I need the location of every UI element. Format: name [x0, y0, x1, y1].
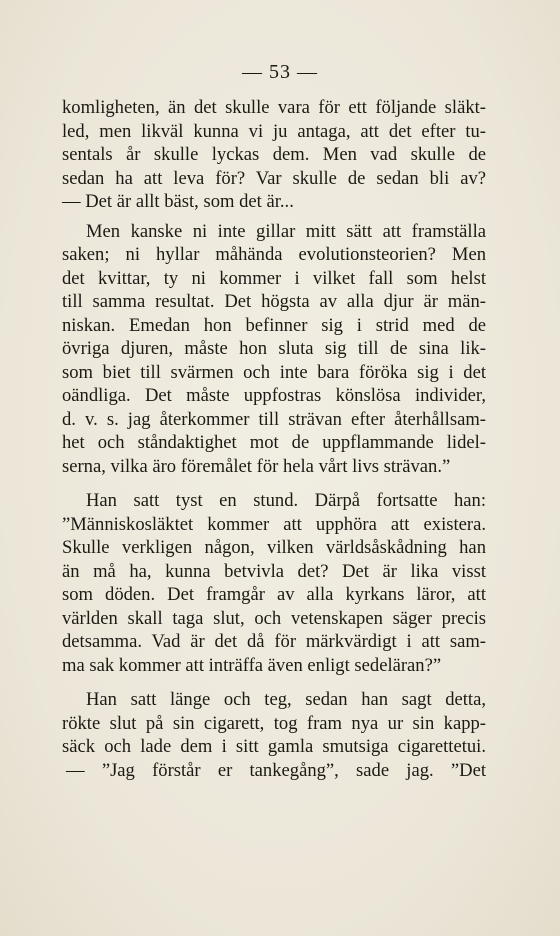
paragraph-2: [62, 220, 486, 479]
text-line: till samma resultat. Det högsta av alla djur är män-: [62, 291, 486, 312]
text-line: ma sak kommer att inträffa även enligt sedeläran?”: [62, 654, 442, 676]
paragraph-3: [62, 489, 486, 677]
text-line: som biet till svärmen och inte bara föröka sig i det: [62, 361, 486, 383]
page-number: — 53 —: [242, 61, 318, 83]
text-line: än må ha, kunna betvivla det? Det är lika visst: [62, 560, 486, 582]
text-line: sentals år skulle lyckas dem. Men vad skulle de: [62, 144, 486, 165]
text-line: säck och lade dem i sitt gamla smutsiga cigarettetui.: [62, 736, 486, 757]
text-line: världen skall taga slut, och vetenskapen säger precis: [62, 607, 486, 629]
text-line: led, men likväl kunna vi ju antaga, att det efter tu-: [62, 120, 486, 142]
text-line: det kvittar, ty ni kommer i vilket fall som helst: [62, 267, 486, 289]
text-line: detsamma. Vad är det då för märkvärdigt i att sam-: [62, 631, 486, 652]
text-line: Han satt länge och teg, sedan han sagt detta,: [86, 689, 486, 710]
text-line: oändliga. Det måste uppfostras könslösa individer,: [62, 385, 486, 406]
text-line: niskan. Emedan hon befinner sig i strid med de: [62, 314, 486, 336]
text-line: rökte slut på sin cigarett, tog fram nya ur sin kapp-: [62, 712, 486, 734]
text-line: — Det är allt bäst, som det är...: [62, 191, 294, 212]
text-line: komligheten, än det skulle vara för ett följande släkt-: [62, 97, 486, 118]
text-line: Skulle verkligen någon, vilken världsåskådning han: [62, 537, 486, 558]
text-line: saken; ni hyllar måhända evolutionsteorien? Men: [62, 244, 486, 265]
paragraph-4: [62, 688, 486, 782]
text-line: övriga djuren, måste hon sluta sig till de sina lik-: [62, 338, 486, 359]
text-line: het och ståndaktighet mot de uppflammande lidel-: [62, 432, 486, 453]
text-line: — ”Jag förstår er tankegång”, sade jag. ”Det: [66, 759, 486, 781]
text-line: Men kanske ni inte gillar mitt sätt att framställa: [86, 220, 486, 242]
text-line: ”Människosläktet kommer att upphöra att existera.: [62, 513, 486, 535]
paragraph-1: [62, 96, 486, 214]
body-text: [62, 96, 486, 782]
text-line: sedan ha att leva för? Var skulle de sedan bli av?: [62, 167, 486, 189]
text-line: d. v. s. jag återkommer till strävan efter återhållsam-: [62, 408, 486, 430]
text-line: serna, vilka äro föremålet för hela vårt livs strävan.”: [62, 455, 451, 477]
text-line: som döden. Det framgår av alla kyrkans läror, att: [62, 584, 486, 605]
text-line: Han satt tyst en stund. Därpå fortsatte han:: [86, 490, 486, 511]
